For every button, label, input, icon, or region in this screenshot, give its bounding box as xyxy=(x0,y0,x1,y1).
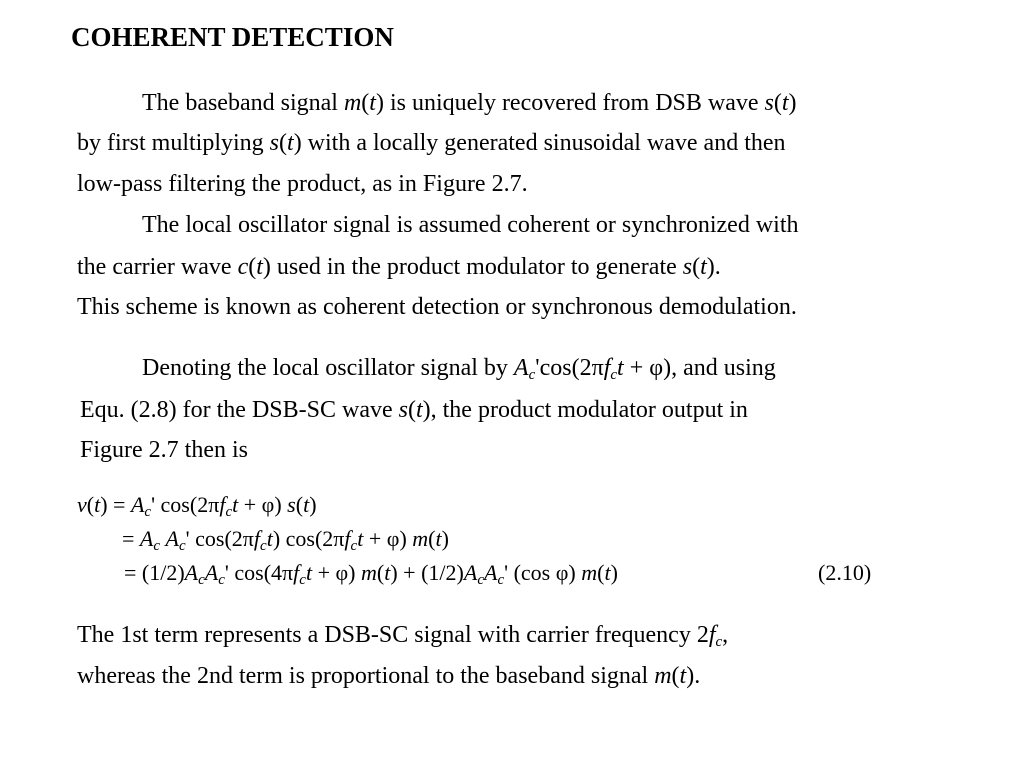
paragraph3-line1 xyxy=(142,353,776,390)
var-c: c xyxy=(237,254,249,280)
text: = (1/2) xyxy=(124,560,185,585)
text: ). xyxy=(706,254,721,280)
text: whereas the 2nd term is proportional to the baseband signal xyxy=(77,663,655,689)
var-t: t xyxy=(94,492,101,517)
var-A: A xyxy=(463,560,478,585)
text: ( xyxy=(361,90,370,116)
var-t: t xyxy=(232,492,239,517)
var-t: t xyxy=(604,560,611,585)
var-t: t xyxy=(700,254,707,280)
var-t: t xyxy=(256,254,263,280)
text: the carrier wave xyxy=(77,254,238,280)
text: ) + (1/2) xyxy=(390,560,464,585)
text: by first multiplying xyxy=(77,130,270,156)
var-t: t xyxy=(679,663,687,689)
subscript-c: c xyxy=(497,572,505,588)
text: ). xyxy=(686,663,701,689)
var-s: s xyxy=(682,254,693,280)
text: ' cos(2π xyxy=(185,526,254,551)
var-f: f xyxy=(603,355,611,381)
var-f: f xyxy=(219,492,226,517)
subscript-c: c xyxy=(179,538,186,554)
var-f: f xyxy=(344,526,351,551)
subscript-c: c xyxy=(610,367,618,383)
var-t: t xyxy=(415,397,423,423)
var-t: t xyxy=(305,560,313,585)
paragraph1-line1 xyxy=(142,88,797,118)
var-A: A xyxy=(513,355,529,381)
var-m: m xyxy=(343,90,362,116)
paragraph4-line2: whereas the 2nd term is proportional to the baseband signal m(t). xyxy=(77,663,701,689)
text: low-pass filtering the product, as in Figure 2.7. xyxy=(77,171,528,197)
var-m: m xyxy=(412,526,429,551)
text: , xyxy=(722,622,729,648)
var-t: t xyxy=(303,492,310,517)
paragraph3-line2: Equ. (2.8) for the DSB-SC wave s(t), the product modulator output in xyxy=(80,397,748,423)
var-A: A xyxy=(165,526,179,551)
text: ' cos(2π xyxy=(151,492,220,517)
var-v: v xyxy=(77,492,87,517)
subscript-c: c xyxy=(218,572,225,588)
subscript-c: c xyxy=(198,572,205,588)
text: This scheme is known as coherent detection or synchronous demodulation. xyxy=(77,294,797,320)
var-s: s xyxy=(764,90,774,116)
paragraph1-line3 xyxy=(77,169,528,199)
paragraph3-line3 xyxy=(80,435,248,465)
var-A: A xyxy=(130,492,145,517)
equation-row3: = $(1/2)A_cA_c'$ $\cos(4\pi f_ct + \varphi) m(t) + (1/2)A_cA_c'$ (cos φ) m(t) xyxy=(124,560,618,588)
var-t: t xyxy=(369,90,376,116)
var-f: f xyxy=(708,622,716,648)
paragraph2-line2 xyxy=(77,252,721,282)
var-t: t xyxy=(617,355,624,381)
subscript-c: c xyxy=(144,504,152,520)
subscript-c: c xyxy=(528,367,536,383)
text: ( xyxy=(248,254,257,280)
text: + φ) xyxy=(312,560,362,585)
text: ( xyxy=(279,130,288,156)
equation-number: (2.10) xyxy=(818,560,872,585)
text: ( xyxy=(692,254,701,280)
var-f: f xyxy=(293,560,300,585)
subscript-c: c xyxy=(299,572,306,588)
text: ) cos(2π xyxy=(272,526,345,551)
var-t: t xyxy=(781,90,789,116)
page-title: COHERENT DETECTION xyxy=(71,22,394,52)
text: Figure 2.7 then is xyxy=(80,437,248,463)
text: Equ. (2.8) for the DSB-SC wave xyxy=(80,397,399,423)
equation-row1: $v(t) = A_c'$ $\cos(2\pi f_ct + \varphi)$ s(t) xyxy=(77,492,317,520)
paragraph1-line2 xyxy=(77,128,786,158)
var-A: A xyxy=(483,560,498,585)
text: ) with a locally generated sinusoidal wave and then xyxy=(293,130,786,156)
subscript-c: c xyxy=(477,572,484,588)
var-A: A xyxy=(204,560,219,585)
var-m: m xyxy=(581,560,598,585)
equation-row2: = $A_c$ $A_c'$ $\cos(2\pi f_ct) \cos(2\pi f_ct + \varphi)$ m(t) xyxy=(122,526,449,554)
subscript-c: c xyxy=(350,538,358,554)
text: ), the product modulator output in xyxy=(422,397,748,423)
var-m: m xyxy=(654,663,672,689)
subscript-c: c xyxy=(715,634,723,650)
paragraph2-line1 xyxy=(142,210,798,240)
text: Denoting the local oscillator signal by xyxy=(142,355,514,381)
var-s: s xyxy=(269,130,280,156)
text: 'cos(2π xyxy=(535,355,604,381)
var-A: A xyxy=(184,560,199,585)
var-t: t xyxy=(287,130,294,156)
var-m: m xyxy=(361,560,377,585)
text: ' (cos φ) xyxy=(504,560,582,585)
text: ) xyxy=(788,90,797,116)
paragraph2-line3 xyxy=(77,292,797,322)
text: ' cos(4π xyxy=(224,560,294,585)
text: ( xyxy=(773,90,782,116)
text: + φ), and using xyxy=(623,355,776,381)
var-A: A xyxy=(139,526,154,551)
var-t: t xyxy=(384,560,391,585)
subscript-c: c xyxy=(225,504,233,520)
subscript-c: c xyxy=(153,538,161,554)
text: The baseband signal xyxy=(142,90,344,116)
text: + φ) xyxy=(363,526,413,551)
var-t: t xyxy=(357,526,364,551)
var-s: s xyxy=(398,397,408,423)
var-s: s xyxy=(287,492,296,517)
var-t: t xyxy=(266,526,273,551)
text: ) is uniquely recovered from DSB wave xyxy=(375,90,765,116)
text: The local oscillator signal is assumed coherent or synchronized with xyxy=(142,212,799,238)
text: ) = xyxy=(100,492,131,517)
text: The 1st term represents a DSB-SC signal with carrier frequency 2 xyxy=(77,622,709,648)
var-t: t xyxy=(435,526,442,551)
text: ) used in the product modulator to generate xyxy=(262,254,683,280)
text: = xyxy=(122,526,140,551)
paragraph4-line1 xyxy=(77,620,728,657)
text: + φ) xyxy=(238,492,288,517)
subscript-c: c xyxy=(260,538,267,554)
var-f: f xyxy=(253,526,261,551)
